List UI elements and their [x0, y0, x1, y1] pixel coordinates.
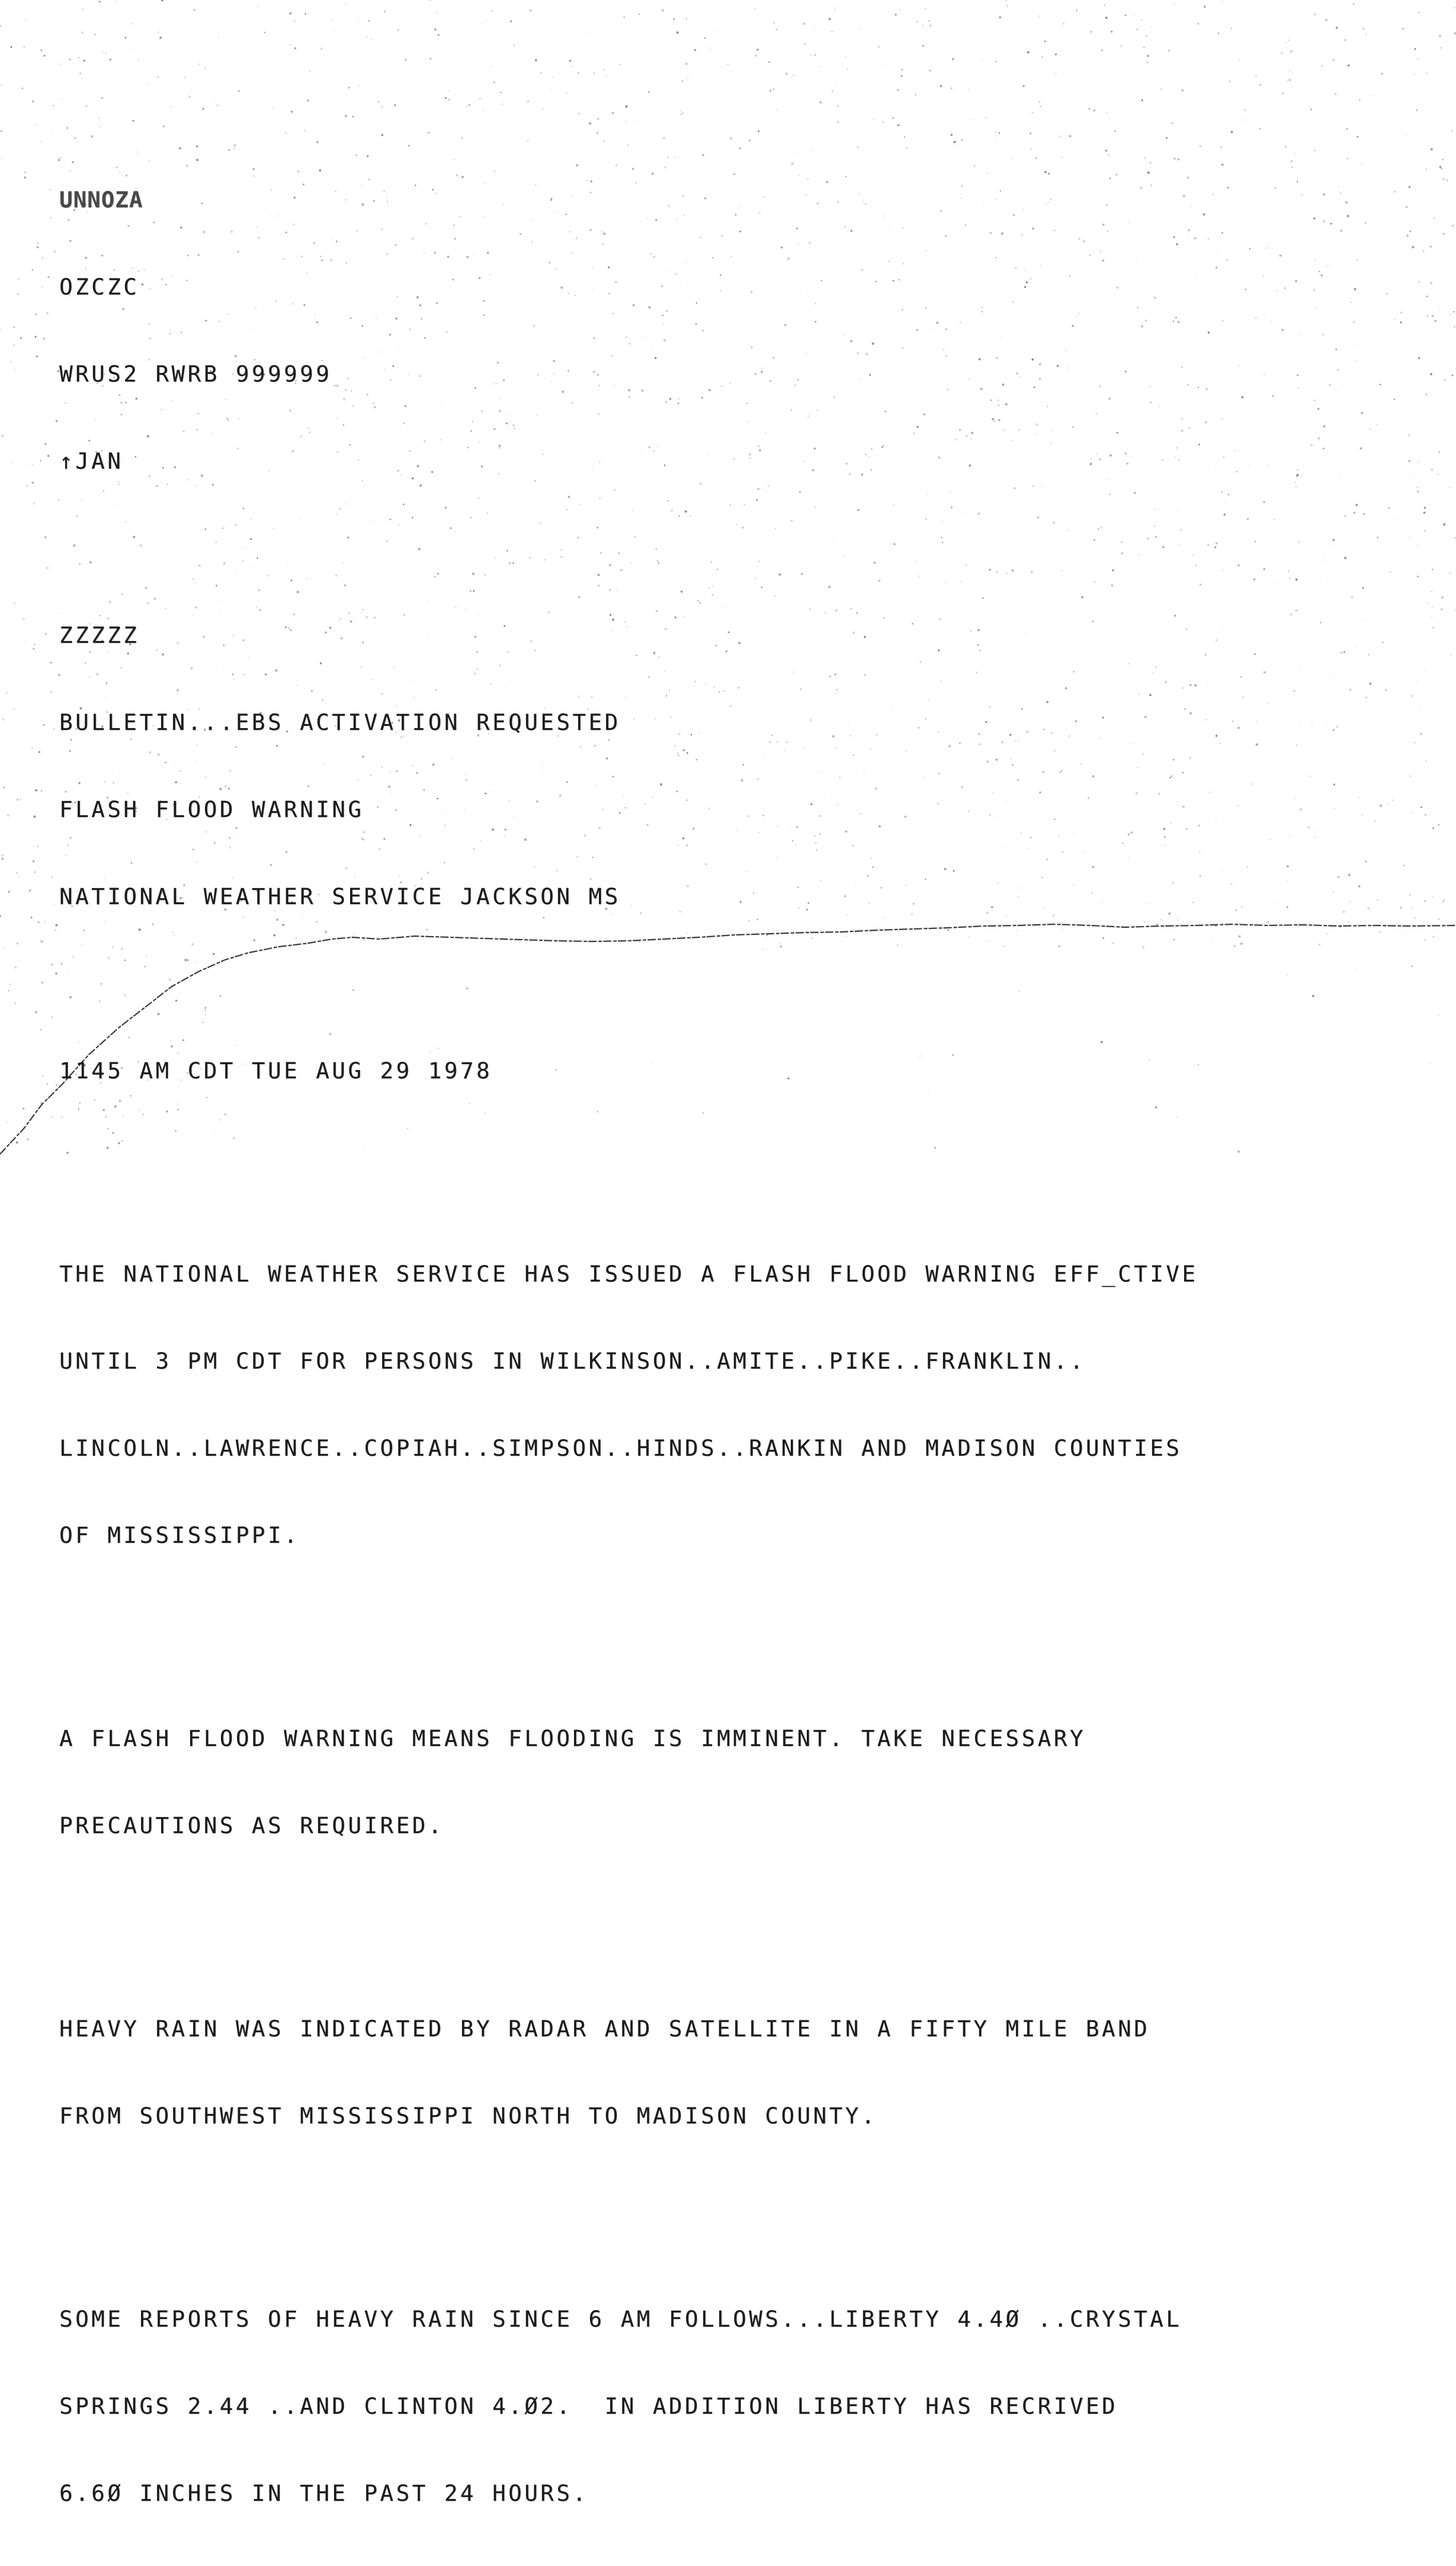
paragraph-line: A FLASH FLOOD WARNING MEANS FLOODING IS IMMINENT. TAKE NECESSARY: [59, 1725, 1086, 1751]
bulletin-line: BULLETIN...EBS ACTIVATION REQUESTED: [59, 709, 621, 735]
routing-code: UNNOZA: [59, 187, 143, 213]
paragraph-line: SOME REPORTS OF HEAVY RAIN SINCE 6 AM FOLLOWS...LIBERTY 4.4Ø ..CRYSTAL: [59, 2306, 1182, 2332]
paragraph-line: PRECAUTIONS AS REQUIRED.: [59, 1812, 444, 1838]
spacer: [59, 969, 1410, 998]
paragraph-line: FROM SOUTHWEST MISSISSIPPI NORTH TO MADISON COUNTY.: [59, 2103, 877, 2129]
spacer: [59, 1143, 1410, 1173]
spacer: [59, 1898, 1410, 1927]
paragraph-line: 6.6Ø INCHES IN THE PAST 24 HOURS.: [59, 2480, 589, 2506]
origin-code: ↑JAN: [59, 448, 124, 474]
paragraph-line: UNTIL 3 PM CDT FOR PERSONS IN WILKINSON..AMITE..PIKE..FRANKLIN..: [59, 1348, 1086, 1374]
paragraph-line: HEAVY RAIN WAS INDICATED BY RADAR AND SATELLITE IN A FIFTY MILE BAND: [59, 2016, 1150, 2042]
separator-code: ZZZZZ: [59, 622, 140, 648]
spacer: [59, 534, 1410, 563]
product-line: WRUS2 RWRB 999999: [59, 361, 332, 387]
start-code: OZCZC: [59, 274, 140, 300]
spacer: [59, 2189, 1410, 2218]
paragraph-line: THE NATIONAL WEATHER SERVICE HAS ISSUED A FLASH FLOOD WARNING EFF_CTIVE: [59, 1261, 1198, 1287]
paragraph-line: OF MISSISSIPPI.: [59, 1522, 300, 1548]
paragraph-line: SPRINGS 2.44 ..AND CLINTON 4.Ø2. IN ADDITION LIBERTY HAS RECRIVED: [59, 2393, 1118, 2419]
issue-time: 1145 AM CDT TUE AUG 29 1978: [59, 1058, 493, 1084]
paragraph-line: LINCOLN..LAWRENCE..COPIAH..SIMPSON..HINDS..RANKIN AND MADISON COUNTIES: [59, 1435, 1182, 1461]
warning-type: FLASH FLOOD WARNING: [59, 796, 364, 822]
spacer: [59, 1608, 1410, 1637]
teletype-message: [59, 127, 1410, 2566]
issuing-office: NATIONAL WEATHER SERVICE JACKSON MS: [59, 883, 621, 909]
